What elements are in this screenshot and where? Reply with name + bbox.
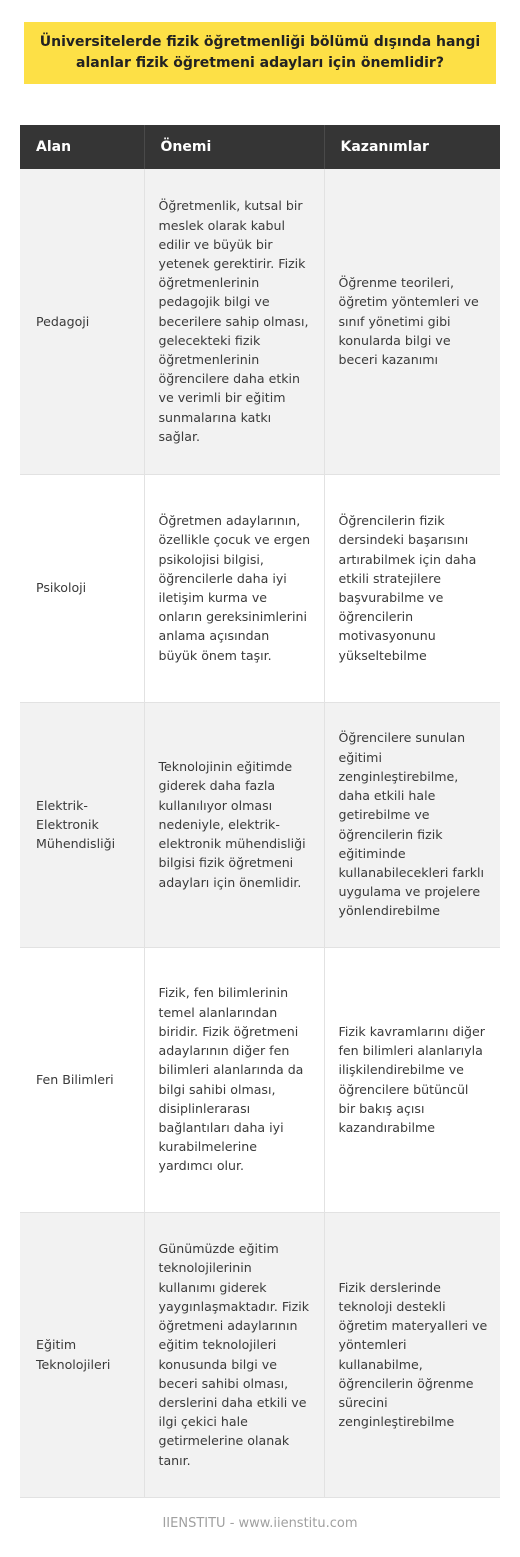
cell-gains: Öğrencilerin fizik dersindeki başarısını artırabilmek için daha etkili stratejilere başvurabilme ve öğrencilerin motivasyonunu yükseltebilme	[324, 474, 500, 702]
cell-gains: Fizik derslerinde teknoloji destekli öğretim materyalleri ve yöntemleri kullanabilme, öğrencilerin öğrenme sürecini zenginleştirebilme	[324, 1212, 500, 1497]
cell-area: Pedagoji	[20, 169, 144, 474]
table-row	[20, 702, 500, 947]
cell-importance: Fizik, fen bilimlerinin temel alanlarından biridir. Fizik öğretmeni adaylarının diğer fen bilimleri alanlarında da bilgi sahibi olması, disiplinlerarası bağlantıları daha iyi kurabilmelerine yardımcı olur.	[144, 947, 324, 1212]
page-title: Üniversitelerde fizik öğretmenliği bölümü dışında hangi alanlar fizik öğretmeni adayları için önemlidir?	[39, 34, 481, 71]
cell-importance: Teknolojinin eğitimde giderek daha fazla kullanılıyor olması nedeniyle, elektrik-elektronik mühendisliği bilgisi fizik öğretmeni adayları için önemlidir.	[144, 702, 324, 947]
column-header-area: Alan	[20, 125, 144, 169]
cell-importance: Öğretmen adaylarının, özellikle çocuk ve ergen psikolojisi bilgisi, öğrencilerle daha iyi iletişim kurma ve onların gereksinimlerini anlama açısından büyük önem taşır.	[144, 474, 324, 702]
cell-importance: Öğretmenlik, kutsal bir meslek olarak kabul edilir ve büyük bir yetenek gerektirir. Fizik öğretmenlerinin pedagojik bilgi ve becerilere sahip olması, gelecekteki fizik öğretmenlerinin öğrencilere daha etkin ve verimli bir eğitim sunmalarına katkı sağlar.	[144, 169, 324, 474]
column-header-gains: Kazanımlar	[324, 125, 500, 169]
table-header-row	[20, 125, 500, 169]
cell-area: Psikoloji	[20, 474, 144, 702]
table-row	[20, 169, 500, 474]
table-row	[20, 947, 500, 1212]
column-header-importance: Önemi	[144, 125, 324, 169]
title-banner	[24, 22, 496, 84]
cell-gains: Öğrenme teorileri, öğretim yöntemleri ve sınıf yönetimi gibi konularda bilgi ve beceri kazanımı	[324, 169, 500, 474]
table-row	[20, 474, 500, 702]
cell-area: Elektrik-Elektronik Mühendisliği	[20, 702, 144, 947]
cell-gains: Öğrencilere sunulan eğitimi zenginleştirebilme, daha etkili hale getirebilme ve öğrencilerin fizik eğitiminde kullanabilecekleri farklı uygulama ve projelere yönlendirebilme	[324, 702, 500, 947]
cell-gains: Fizik kavramlarını diğer fen bilimleri alanlarıyla ilişkilendirebilme ve öğrencilere bütüncül bir bakış açısı kazandırabilme	[324, 947, 500, 1212]
footer-credit: IIENSTITU - www.iienstitu.com	[162, 1516, 358, 1531]
cell-area: Eğitim Teknolojileri	[20, 1212, 144, 1497]
comparison-table	[20, 125, 500, 1498]
table-row	[20, 1212, 500, 1497]
cell-importance: Günümüzde eğitim teknolojilerinin kullanımı giderek yaygınlaşmaktadır. Fizik öğretmeni adaylarının eğitim teknolojileri konusunda bilgi ve beceri sahibi olması, derslerini daha etkili ve ilgi çekici hale getirmelerine olanak tanır.	[144, 1212, 324, 1497]
cell-area: Fen Bilimleri	[20, 947, 144, 1212]
